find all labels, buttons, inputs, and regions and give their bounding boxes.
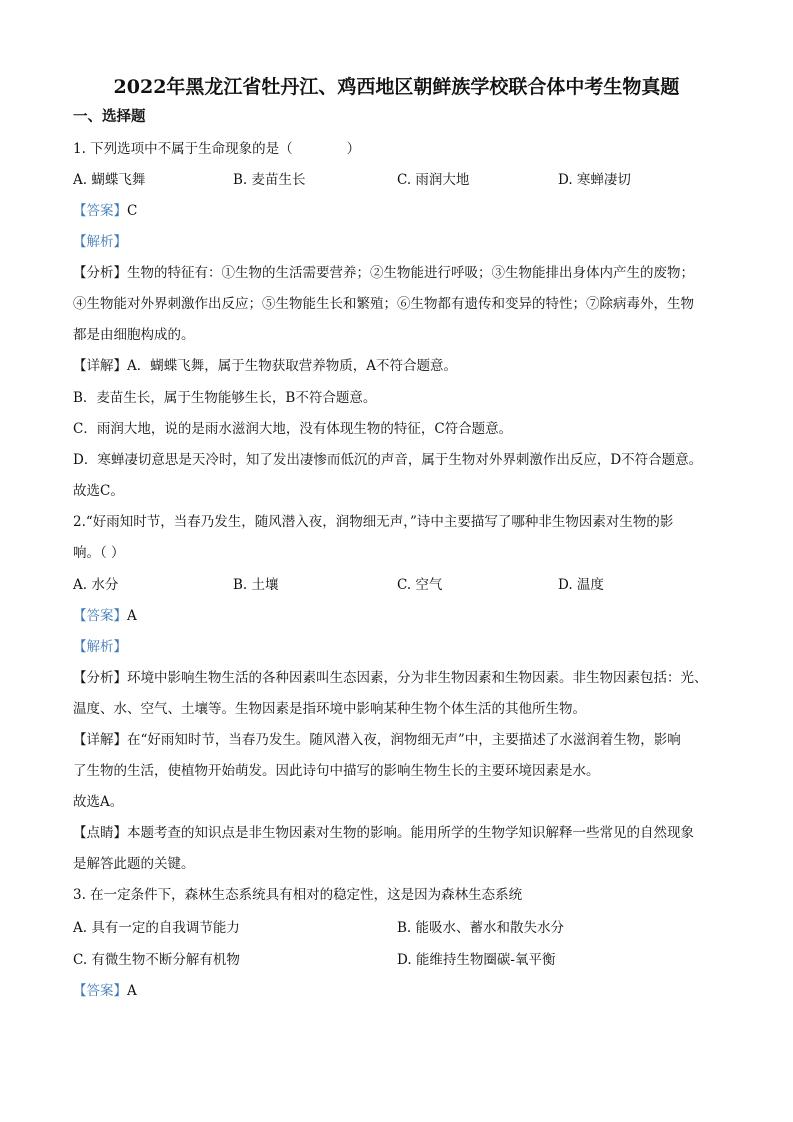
q2-stem: 2.“好雨知时节，当春乃发生，随风潜入夜，润物细无声，”诗中主要描写了哪种非生物因素对生物的影 bbox=[73, 514, 674, 530]
q1-option-b: B. 麦苗生长 bbox=[233, 172, 306, 188]
answer-label: 【答案】 bbox=[73, 203, 127, 219]
q1-analysis-label: 【解析】 bbox=[73, 234, 127, 250]
q3-option-c: C. 有微生物不断分解有机物 bbox=[73, 952, 240, 968]
answer-label: 【答案】 bbox=[73, 608, 127, 624]
q2-tip-line: 是解答此题的关键。 bbox=[73, 856, 195, 872]
q2-conclusion: 故选A。 bbox=[73, 794, 124, 810]
q2-option-c: C. 空气 bbox=[397, 577, 443, 593]
q1-conclusion: 故选C。 bbox=[73, 483, 124, 499]
q2-option-b: B. 土壤 bbox=[233, 577, 279, 593]
q1-detail-line: C．雨润大地，说的是雨水滋润大地，没有体现生物的特征，C符合题意。 bbox=[73, 421, 513, 437]
q2-answer bbox=[73, 607, 137, 625]
q3-option-a: A. 具有一定的自我调节能力 bbox=[73, 920, 240, 936]
section-heading: 一、选择题 bbox=[73, 108, 146, 125]
q2-detail-line: 了生物的生活，使植物开始萌发。因此诗句中描写的影响生物生长的主要环境因素是水。 bbox=[73, 763, 600, 779]
q1-option-c: C. 雨润大地 bbox=[397, 172, 470, 188]
q2-option-d: D. 温度 bbox=[558, 577, 604, 593]
q3-option-d: D. 能维持生物圈碳-氧平衡 bbox=[397, 952, 556, 968]
q2-fenxi-line: 温度、水、空气、土壤等。生物因素是指环境中影响某种生物个体生活的其他所生物。 bbox=[73, 701, 586, 717]
q2-analysis-label: 【解析】 bbox=[73, 639, 127, 655]
q2-tip-line: 【点睛】本题考查的知识点是非生物因素对生物的影响。能用所学的生物学知识解释一些常见的自然现象 bbox=[73, 825, 694, 841]
q1-option-a: A. 蝴蝶飞舞 bbox=[73, 172, 146, 188]
q1-fenxi-line: 【分析】生物的特征有：①生物的生活需要营养；②生物能进行呼吸；③生物能排出身体内产生的废物； bbox=[73, 265, 694, 281]
q3-answer bbox=[73, 982, 137, 1000]
q1-option-d: D. 寒蝉凄切 bbox=[558, 172, 631, 188]
q1-detail-line: 【详解】A．蝴蝶飞舞，属于生物获取营养物质，A不符合题意。 bbox=[73, 358, 457, 374]
q2-stem: 响。（ ） bbox=[73, 545, 125, 561]
answer-value: C bbox=[127, 203, 138, 219]
page-title: 2022年黑龙江省牡丹江、鸡西地区朝鲜族学校联合体中考生物真题 bbox=[113, 76, 680, 98]
q1-detail-line: D．寒蝉凄切意思是天冷时，知了发出凄惨而低沉的声音，属于生物对外界刺激作出反应，D不符合题意。 bbox=[73, 452, 703, 468]
q2-detail-line: 【详解】在“好雨知时节，当春乃发生。随风潜入夜，润物细无声”中，主要描述了水滋润着生物，影响 bbox=[73, 732, 681, 748]
q2-fenxi-line: 【分析】环境中影响生物生活的各种因素叫生态因素，分为非生物因素和生物因素。非生物因素包括：光、 bbox=[73, 670, 708, 686]
q2-option-a: A. 水分 bbox=[73, 577, 119, 593]
q1-detail-line: B．麦苗生长，属于生物能够生长，B不符合题意。 bbox=[73, 390, 377, 406]
q3-option-b: B. 能吸水、蓄水和散失水分 bbox=[397, 920, 565, 936]
q1-answer bbox=[73, 202, 137, 220]
q1-stem: 1. 下列选项中不属于生命现象的是（ ） bbox=[73, 141, 361, 157]
q1-fenxi-line: 都是由细胞构成的。 bbox=[73, 327, 195, 343]
answer-value: A bbox=[127, 608, 137, 624]
q3-stem: 3. 在一定条件下，森林生态系统具有相对的稳定性，这是因为森林生态系统 bbox=[73, 887, 523, 903]
q1-fenxi-line: ④生物能对外界刺激作出反应；⑤生物能生长和繁殖；⑥生物都有遗传和变异的特性；⑦除病毒外，生物 bbox=[73, 296, 694, 312]
answer-value: A bbox=[127, 983, 137, 999]
answer-label: 【答案】 bbox=[73, 983, 127, 999]
